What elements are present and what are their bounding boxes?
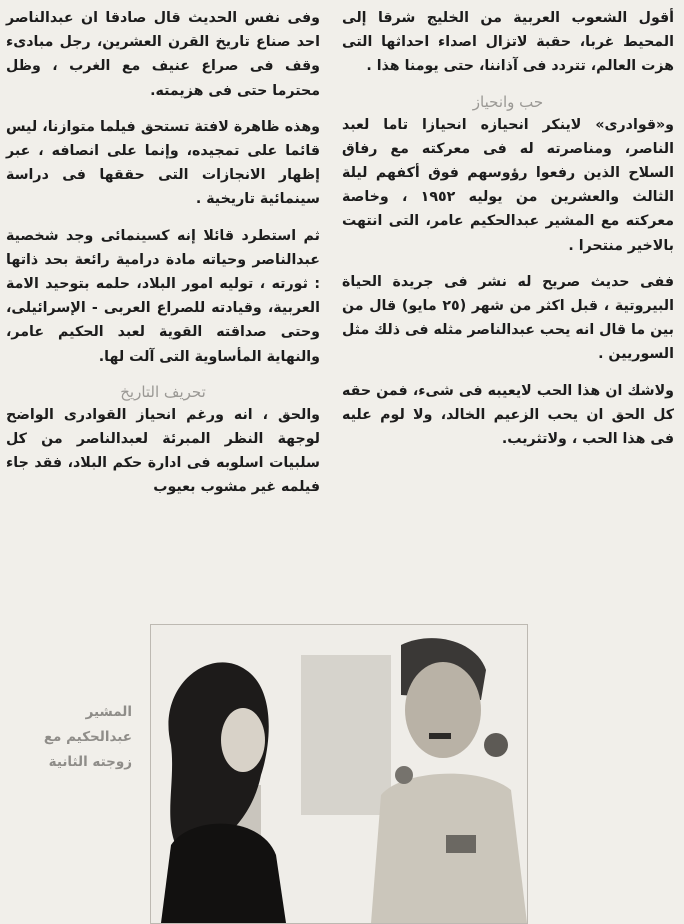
- subheading: تحريف التاريخ: [120, 382, 206, 401]
- paragraph: ولاشك ان هذا الحب لايعيبه فى شىء، فمن حقه كل الحق ان يحب الزعيم الخالد، ولا لوم عليه فى هذا الحب ، ولاتثريب.: [342, 382, 674, 448]
- paragraph: وهذه ظاهرة لافتة تستحق فيلما متوازنا، ليس قائما على تمجيده، وإنما على انصافه ، عبر إظهار الانجازات التى حققها فى دراسة سينمائية تاريخية .: [6, 118, 320, 208]
- paragraph: و«قوادرى» لاينكر انحيازه انحيازا تاما لعبد الناصر، ومناصرته له فى معركته مع رفاق السلاح الذين رفعوا رؤوسهم فوق أكفهم ليلة الثالث والعشرين من يوليه ١٩٥٢ ، وخاصة معركته مع المشير عبدالحكيم عامر، التى انتهت بالاخير منتحرا .: [342, 116, 674, 254]
- article-column-right: [342, 6, 674, 463]
- paragraph: أقول الشعوب العربية من الخليج شرقا إلى المحيط غربا، حقبة لاتزال اصداء احداثها التى هزت العالم، تتردد فى آذاننا، حتى يومنا هذا .: [342, 10, 674, 75]
- caption-line: عبدالحكيم مع: [43, 729, 132, 745]
- subheading: حب وانحياز: [472, 92, 544, 111]
- film-still-photo: [150, 624, 528, 924]
- caption-line: زوجته الثانية: [48, 754, 132, 770]
- photo-caption: [8, 700, 132, 775]
- article-column-left: [6, 6, 320, 512]
- paragraph: وفى نفس الحديث قال صادقا ان عبدالناصر احد صناع تاريخ القرن العشرين، رجل مبادىء وقف فى صراع عنيف مع الغرب ، وظل محترما حتى فى هزيمته.: [6, 10, 320, 99]
- paragraph: ثم استطرد قائلا إنه كسينمائى وجد شخصية عبدالناصر وحياته مادة درامية رائعة بحد ذاتها : ثورته ، توليه امور البلاد، حلمه بتوحيد الامة العربية، وقيادته للصراع العربى - الإسرائيلى، وحتى صداقته القوية لعبد الحكيم عامر، والنهاية المأساوية التى آلت لها.: [6, 227, 320, 365]
- caption-line: المشير: [85, 704, 132, 720]
- paragraph: ففى حديث صريح له نشر فى جريدة الحياة البيروتية ، قبل اكثر من شهر (٢٥ مايو) قال من بين ما قال انه يحب عبدالناصر مثله فى ذلك مثل السوريين .: [342, 273, 674, 363]
- paragraph: والحق ، انه ورغم انحياز القوادرى الواضح لوجهة النظر المبرئة لعبدالناصر من كل سلبيات اسلوبه فى ادارة حكم البلاد، فقد جاء فيلمه غير مشوب بعيوب: [6, 406, 320, 496]
